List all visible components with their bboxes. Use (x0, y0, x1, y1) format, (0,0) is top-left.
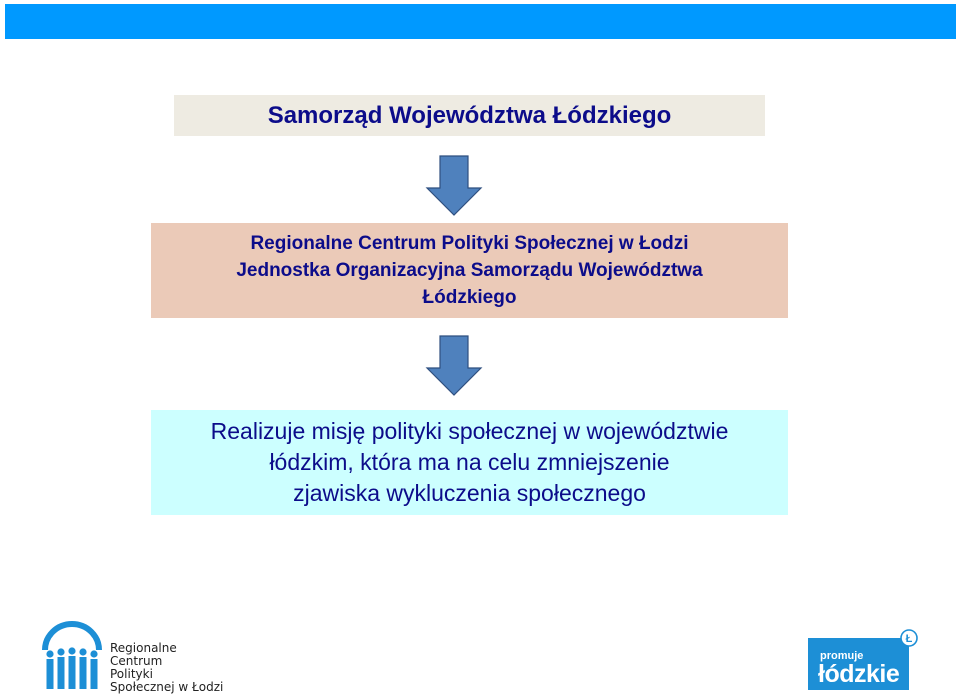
logo-right-big-text: łódzkie (818, 660, 900, 688)
promuje-lodzkie-logo (808, 628, 918, 694)
mission-line-2: łódzkim, która ma na celu zmniejszenie (269, 449, 670, 475)
header-title: Samorząd Województwa Łódzkiego (267, 101, 672, 129)
logo-left-line-2: Centrum (110, 654, 163, 668)
logo-left-line-4: Społecznej w Łodzi (110, 680, 224, 694)
organization-box (151, 223, 788, 318)
people-arch-icon (40, 620, 104, 696)
circle-l-icon (899, 628, 919, 648)
header-box (174, 95, 765, 136)
logo-right-mark: Ł (905, 633, 913, 645)
arrow-down-icon (425, 335, 483, 397)
rcps-logo (40, 620, 225, 696)
top-banner (5, 4, 956, 39)
logo-left-line-3: Polityki (110, 667, 153, 681)
organization-line-2: Jednostka Organizacyjna Samorządu Województwa (236, 260, 703, 281)
mission-box (151, 410, 788, 515)
logo-left-line-1: Regionalne (110, 641, 177, 655)
mission-line-1: Realizuje misję polityki społecznej w województwie (210, 418, 729, 444)
logo-right-small-text: promuje (820, 650, 864, 662)
arrow-down-icon (425, 155, 483, 217)
mission-line-3: zjawiska wykluczenia społecznego (293, 480, 646, 506)
organization-line-3: Łódzkiego (422, 287, 517, 308)
organization-line-1: Regionalne Centrum Polityki Społecznej w Łodzi (250, 233, 689, 254)
